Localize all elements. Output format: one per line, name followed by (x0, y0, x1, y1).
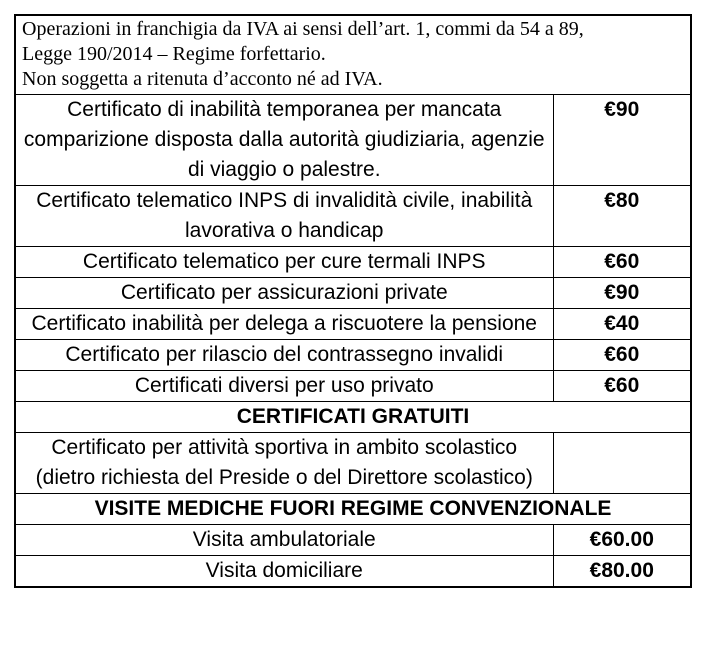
section-header-row (15, 402, 691, 433)
fee-price: €60 (553, 371, 691, 402)
fee-row (15, 433, 691, 494)
note-line: Legge 190/2014 – Regime forfettario. (22, 43, 326, 65)
note-line: Non soggetta a ritenuta d’acconto né ad IVA. (22, 68, 383, 90)
fee-table-body (15, 15, 691, 587)
fee-description: Visita domiciliare (15, 556, 553, 588)
fee-description: Certificato per attività sportiva in ambito scolastico (dietro richiesta del Preside o del Direttore scolastico) (15, 433, 553, 494)
fee-row (15, 525, 691, 556)
fee-price: €60.00 (553, 525, 691, 556)
fee-description: Certificato inabilità per delega a riscuotere la pensione (15, 309, 553, 340)
fee-price: €60 (553, 340, 691, 371)
fee-row (15, 186, 691, 247)
note-line: Operazioni in franchigia da IVA ai sensi dell’art. 1, commi da 54 a 89, (22, 18, 584, 40)
fee-row (15, 247, 691, 278)
fee-price (553, 433, 691, 494)
fee-row (15, 340, 691, 371)
fee-row (15, 556, 691, 588)
fee-price: €90 (553, 95, 691, 186)
fee-description: Certificato per rilascio del contrassegno invalidi (15, 340, 553, 371)
section-header: VISITE MEDICHE FUORI REGIME CONVENZIONALE (15, 494, 691, 525)
fee-price: €80.00 (553, 556, 691, 588)
fee-description: Visita ambulatoriale (15, 525, 553, 556)
fee-description: Certificato per assicurazioni private (15, 278, 553, 309)
fee-table (14, 14, 692, 588)
fee-price: €90 (553, 278, 691, 309)
fee-row (15, 95, 691, 186)
section-header-row (15, 494, 691, 525)
fee-row (15, 278, 691, 309)
fee-description: Certificato telematico INPS di invalidità civile, inabilità lavorativa o handicap (15, 186, 553, 247)
fee-row (15, 371, 691, 402)
fee-description: Certificato telematico per cure termali INPS (15, 247, 553, 278)
fee-price: €80 (553, 186, 691, 247)
section-header: CERTIFICATI GRATUITI (15, 402, 691, 433)
vat-exemption-note (15, 15, 691, 95)
note-row (15, 15, 691, 95)
fee-price: €60 (553, 247, 691, 278)
fee-description: Certificato di inabilità temporanea per mancata comparizione disposta dalla autorità giudiziaria, agenzie di viaggio o palestre. (15, 95, 553, 186)
fee-description: Certificati diversi per uso privato (15, 371, 553, 402)
fee-row (15, 309, 691, 340)
fee-price: €40 (553, 309, 691, 340)
